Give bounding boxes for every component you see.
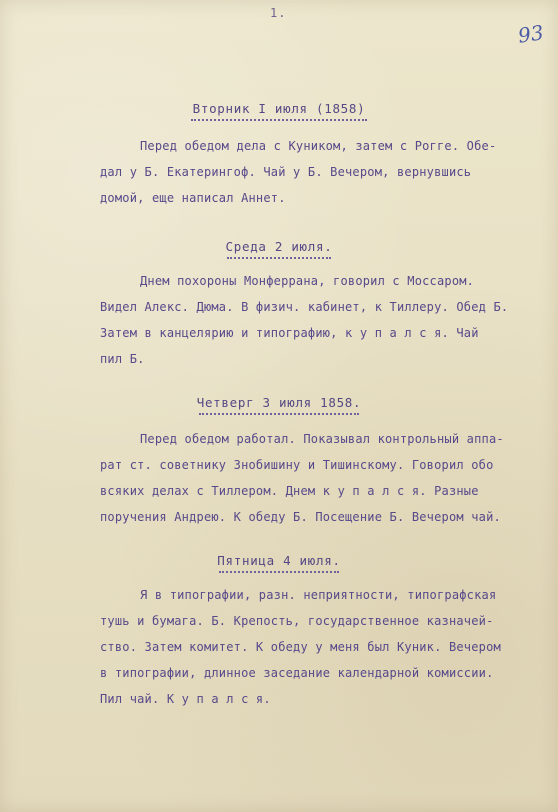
text-line: дал у Б. Екатерингоф. Чай у Б. Вечером, вернувшись (100, 165, 472, 179)
entry-heading-thursday (0, 392, 558, 415)
text-line: Затем в канцелярию и типографию, к у п а л с я. Чай (100, 326, 479, 340)
entry-heading-friday (0, 550, 558, 573)
text-line: Днем похороны Монферрана, говорил с Моссаром. (140, 274, 475, 288)
entry-paragraph-wednesday (100, 268, 530, 372)
entry-heading-text: Пятница 4 июля. (217, 553, 341, 568)
text-line: поручения Андрею. К обеду Б. Посещение Б. Вечером чай. (100, 510, 501, 524)
text-line: в типографии, длинное заседание календарной комиссии. (100, 666, 494, 680)
entry-paragraph-tuesday (100, 133, 530, 211)
heading-underline (219, 571, 339, 573)
entry-paragraph-friday (100, 582, 530, 712)
heading-underline (199, 413, 359, 415)
text-line: рат ст. советнику Знобишину и Тишинскому. Говорил обо (100, 458, 494, 472)
entry-heading-text: Четверг 3 июля 1858. (196, 395, 362, 410)
text-line: домой, еще написал Аннет. (100, 191, 286, 205)
page-number: 1. (270, 6, 287, 20)
text-line: Перед обедом работал. Показывал контрольный аппа- (140, 432, 504, 446)
entry-heading-text: Среда 2 июля. (225, 239, 333, 254)
entry-heading-wednesday (0, 236, 558, 259)
text-line: Я в типографии, разн. неприятности, типографская (140, 588, 497, 602)
entry-heading-text: Вторник I июля (1858) (192, 101, 366, 116)
text-line: тушь и бумага. Б. Крепость, государственное казначей- (100, 614, 494, 628)
text-line: Видел Алекс. Дюма. В физич. кабинет, к Тиллеру. Обед Б. (100, 300, 509, 314)
entry-heading-tuesday (0, 98, 558, 121)
text-line: ство. Затем комитет. К обеду у меня был Куник. Вечером (100, 640, 501, 654)
heading-underline (227, 257, 331, 259)
text-line: пил Б. (100, 352, 145, 366)
text-line: Перед обедом дела с Куником, затем с Рогге. Обе- (140, 139, 497, 153)
heading-underline (191, 119, 367, 121)
text-line: Пил чай. К у п а л с я. (100, 692, 271, 706)
entry-paragraph-thursday (100, 426, 530, 530)
text-line: всяких делах с Тиллером. Днем к у п а л с я. Разные (100, 484, 479, 498)
archive-folio-number: 93 (516, 20, 545, 48)
